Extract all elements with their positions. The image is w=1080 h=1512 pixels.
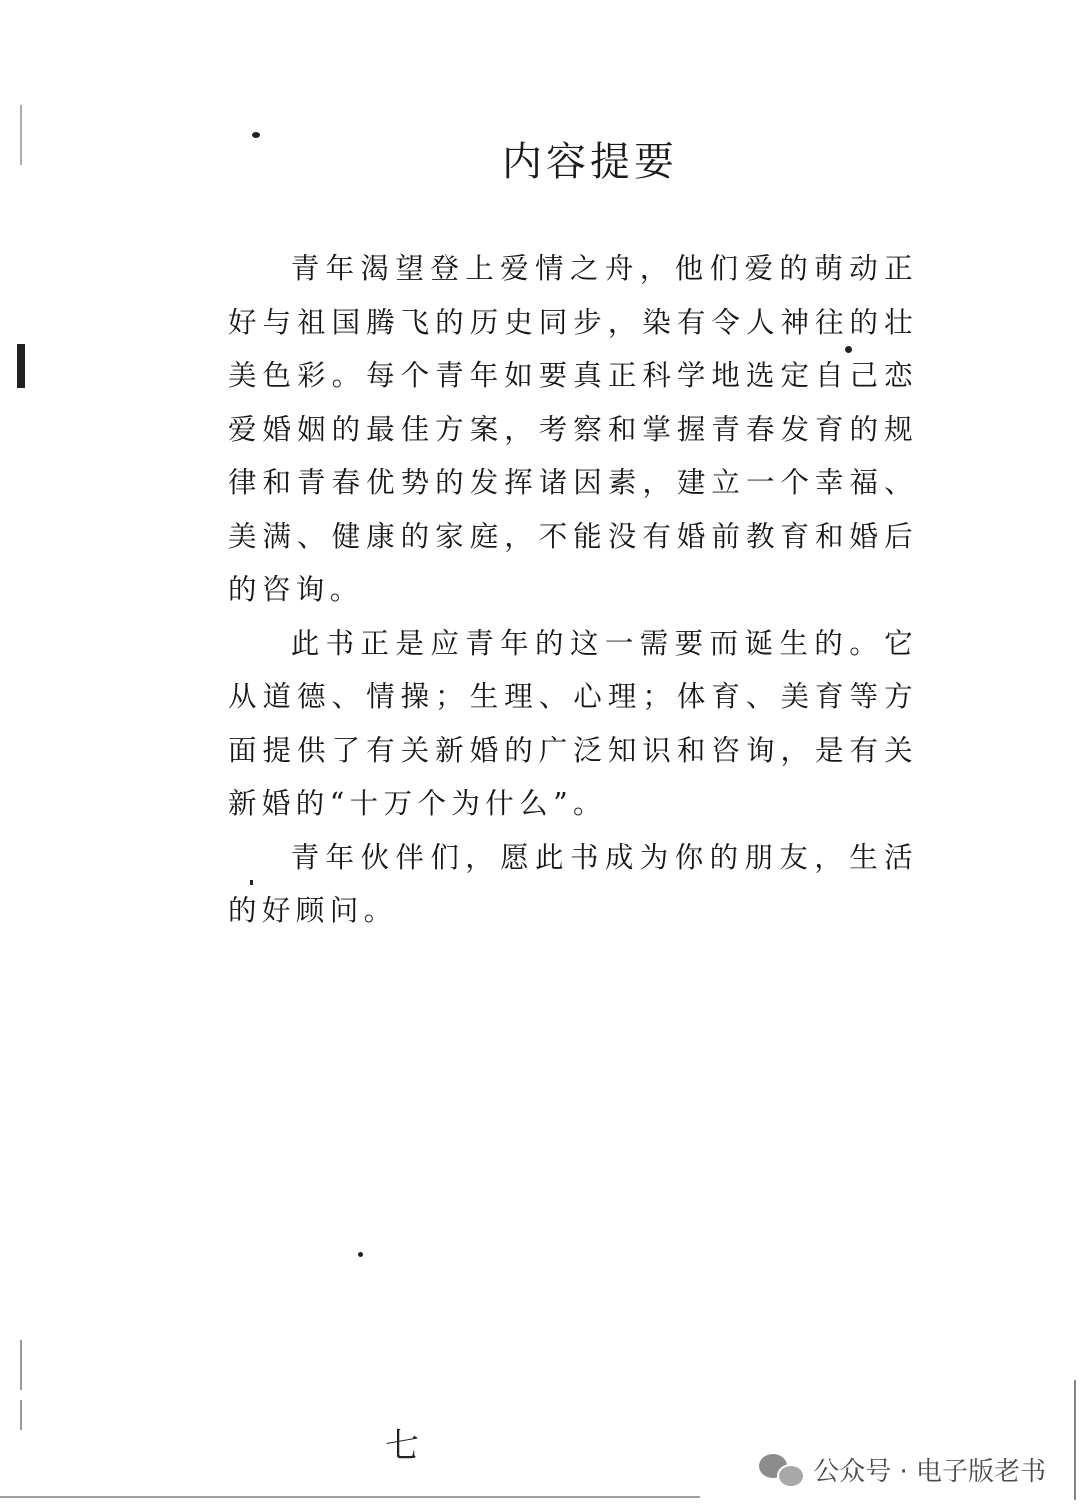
scan-artifact (20, 1400, 22, 1430)
paragraph: 此书正是应青年的这一需要而诞生的。它从道德、情操；生理、心理；体育、美育等方面提供了有关新婚的广泛知识和咨询，是有关新婚的“十万个为什么”。 (228, 626, 918, 820)
paragraph: 青年渴望登上爱情之舟，他们爱的萌动正好与祖国腾飞的历史同步，染有令人神往的壮美色彩。每个青年如要真正科学地选定自己恋爱婚姻的最佳方案，考察和掌握青春发育的规律和青春优势的发挥诸因素，建立一个幸福、美满、健康的家庭，不能没有婚前教育和婚后的咨询。 (228, 252, 918, 606)
scan-artifact (0, 1496, 700, 1498)
watermark (759, 1451, 1046, 1488)
watermark-text: 公众号 · 电子版老书 (813, 1457, 1046, 1487)
scan-artifact (358, 1252, 363, 1257)
body-text (228, 242, 918, 938)
page-title: 内容提要 (502, 139, 678, 185)
scan-artifact (1074, 1380, 1076, 1500)
scan-artifact (17, 344, 25, 388)
scan-artifact (20, 1340, 22, 1390)
paragraph: 青年伙伴们，愿此书成为你的朋友，生活的好顾问。 (228, 840, 918, 927)
wechat-icon (759, 1452, 805, 1488)
page-number: 七 (385, 1426, 419, 1466)
